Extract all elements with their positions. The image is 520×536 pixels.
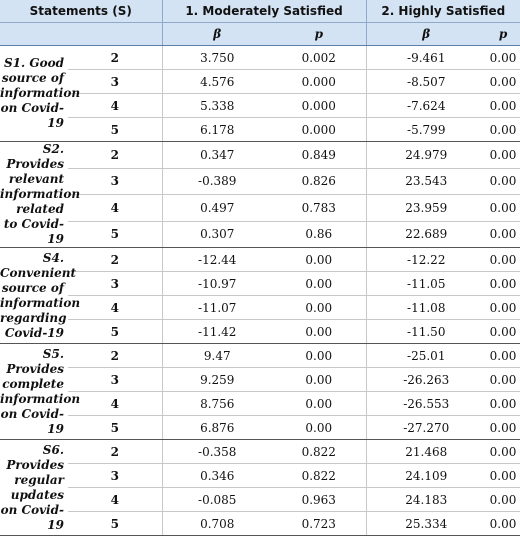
beta-moderate-cell: -11.42	[162, 320, 272, 344]
level-cell: 2	[68, 248, 162, 272]
beta-moderate-cell: 4.576	[162, 70, 272, 94]
beta-moderate-cell: -0.085	[162, 488, 272, 512]
beta-header-2: β	[366, 23, 486, 46]
p-moderate-cell: 0.00	[272, 368, 366, 392]
level-cell: 5	[68, 512, 162, 536]
beta-header-1: β	[162, 23, 272, 46]
p-moderate-cell: 0.002	[272, 46, 366, 70]
beta-moderate-cell: 9.47	[162, 344, 272, 368]
beta-moderate-cell: -10.97	[162, 272, 272, 296]
p-high-cell: 0.00	[486, 248, 520, 272]
p-high-cell: 0.00	[486, 344, 520, 368]
p-high-cell: 0.00	[486, 70, 520, 94]
p-moderate-cell: 0.000	[272, 70, 366, 94]
p-moderate-cell: 0.000	[272, 94, 366, 118]
beta-high-cell: 24.979	[366, 142, 486, 169]
level-cell: 2	[68, 142, 162, 169]
table-row	[0, 344, 520, 368]
beta-moderate-cell: 0.497	[162, 195, 272, 222]
level-cell: 5	[68, 320, 162, 344]
table-row	[0, 221, 520, 248]
level-cell: 4	[68, 488, 162, 512]
beta-high-cell: 21.468	[366, 440, 486, 464]
table-row	[0, 142, 520, 169]
beta-high-cell: -11.50	[366, 320, 486, 344]
beta-moderate-cell: 0.346	[162, 464, 272, 488]
p-moderate-cell: 0.963	[272, 488, 366, 512]
p-high-cell: 0.00	[486, 142, 520, 169]
beta-high-cell: -26.553	[366, 392, 486, 416]
statement-label: S4. Convenient source of information regarding Covid-19	[0, 248, 68, 344]
level-cell: 2	[68, 440, 162, 464]
level-cell: 5	[68, 416, 162, 440]
level-cell: 2	[68, 46, 162, 70]
beta-high-cell: -8.507	[366, 70, 486, 94]
moderately-satisfied-header: 1. Moderately Satisfied	[162, 0, 366, 23]
beta-high-cell: -9.461	[366, 46, 486, 70]
p-high-cell: 0.00	[486, 296, 520, 320]
p-high-cell: 0.00	[486, 488, 520, 512]
subheader-row	[0, 23, 520, 46]
beta-moderate-cell: -0.389	[162, 168, 272, 195]
table-row	[0, 464, 520, 488]
p-moderate-cell: 0.00	[272, 344, 366, 368]
p-high-cell: 0.00	[486, 512, 520, 536]
p-header-1: p	[272, 23, 366, 46]
level-cell: 5	[68, 221, 162, 248]
beta-moderate-cell: -0.358	[162, 440, 272, 464]
p-header-2: p	[486, 23, 520, 46]
highly-satisfied-header: 2. Highly Satisfied	[366, 0, 520, 23]
p-high-cell: 0.00	[486, 221, 520, 248]
table-row	[0, 248, 520, 272]
p-moderate-cell: 0.00	[272, 392, 366, 416]
statement-label: S5. Provides complete information on Covid-19	[0, 344, 68, 440]
beta-moderate-cell: -11.07	[162, 296, 272, 320]
beta-moderate-cell: 0.307	[162, 221, 272, 248]
statement-label: S2. Provides relevant information related to Covid-19	[0, 142, 81, 246]
statement-label: S6. Provides regular updates on Covid-19	[0, 440, 68, 536]
p-high-cell: 0.00	[486, 94, 520, 118]
beta-moderate-cell: 0.708	[162, 512, 272, 536]
beta-high-cell: -11.05	[366, 272, 486, 296]
beta-moderate-cell: 3.750	[162, 46, 272, 70]
p-high-cell: 0.00	[486, 195, 520, 222]
level-cell: 2	[68, 344, 162, 368]
beta-high-cell: 22.689	[366, 221, 486, 248]
table-row	[0, 46, 520, 70]
beta-moderate-cell: -12.44	[162, 248, 272, 272]
beta-high-cell: -5.799	[366, 118, 486, 142]
beta-moderate-cell: 8.756	[162, 392, 272, 416]
beta-moderate-cell: 9.259	[162, 368, 272, 392]
statement-label: S1. Good source of information on Covid-19	[0, 46, 68, 142]
p-high-cell: 0.00	[486, 272, 520, 296]
level-cell: 3	[68, 70, 162, 94]
level-cell: 3	[68, 168, 162, 195]
p-moderate-cell: 0.826	[272, 168, 366, 195]
beta-high-cell: -26.263	[366, 368, 486, 392]
beta-high-cell: 24.109	[366, 464, 486, 488]
statements-header: Statements (S)	[0, 0, 162, 23]
beta-high-cell: -27.270	[366, 416, 486, 440]
beta-moderate-cell: 6.876	[162, 416, 272, 440]
p-high-cell: 0.00	[486, 46, 520, 70]
beta-moderate-cell: 0.347	[162, 142, 272, 169]
p-moderate-cell: 0.00	[272, 296, 366, 320]
p-high-cell: 0.00	[486, 416, 520, 440]
beta-high-cell: -11.08	[366, 296, 486, 320]
p-moderate-cell: 0.783	[272, 195, 366, 222]
table-row	[0, 368, 520, 392]
p-moderate-cell: 0.00	[272, 320, 366, 344]
p-high-cell: 0.00	[486, 368, 520, 392]
p-high-cell: 0.00	[486, 118, 520, 142]
beta-moderate-cell: 5.338	[162, 94, 272, 118]
level-cell: 3	[68, 464, 162, 488]
table-row	[0, 440, 520, 464]
beta-high-cell: 24.183	[366, 488, 486, 512]
subheader-blank	[0, 23, 162, 46]
level-cell: 4	[68, 296, 162, 320]
table-row	[0, 416, 520, 440]
p-high-cell: 0.00	[486, 464, 520, 488]
beta-high-cell: 23.543	[366, 168, 486, 195]
p-moderate-cell: 0.00	[272, 272, 366, 296]
p-high-cell: 0.00	[486, 392, 520, 416]
beta-moderate-cell: 6.178	[162, 118, 272, 142]
level-cell: 4	[68, 392, 162, 416]
beta-high-cell: -25.01	[366, 344, 486, 368]
level-cell: 5	[68, 118, 162, 142]
table-row	[0, 488, 520, 512]
level-cell: 4	[68, 195, 162, 222]
p-moderate-cell: 0.000	[272, 118, 366, 142]
p-moderate-cell: 0.00	[272, 416, 366, 440]
p-high-cell: 0.00	[486, 168, 520, 195]
table-row	[0, 320, 520, 344]
level-cell: 3	[68, 368, 162, 392]
p-moderate-cell: 0.849	[272, 142, 366, 169]
header-row	[0, 0, 520, 23]
table-row	[0, 272, 520, 296]
p-moderate-cell: 0.00	[272, 248, 366, 272]
beta-high-cell: 23.959	[366, 195, 486, 222]
beta-high-cell: -7.624	[366, 94, 486, 118]
level-cell: 3	[68, 272, 162, 296]
p-moderate-cell: 0.822	[272, 440, 366, 464]
table-row	[0, 118, 520, 142]
table-row	[0, 512, 520, 536]
level-cell: 4	[68, 94, 162, 118]
p-moderate-cell: 0.723	[272, 512, 366, 536]
p-moderate-cell: 0.86	[272, 221, 366, 248]
p-high-cell: 0.00	[486, 320, 520, 344]
beta-high-cell: -12.22	[366, 248, 486, 272]
p-moderate-cell: 0.822	[272, 464, 366, 488]
beta-high-cell: 25.334	[366, 512, 486, 536]
p-high-cell: 0.00	[486, 440, 520, 464]
